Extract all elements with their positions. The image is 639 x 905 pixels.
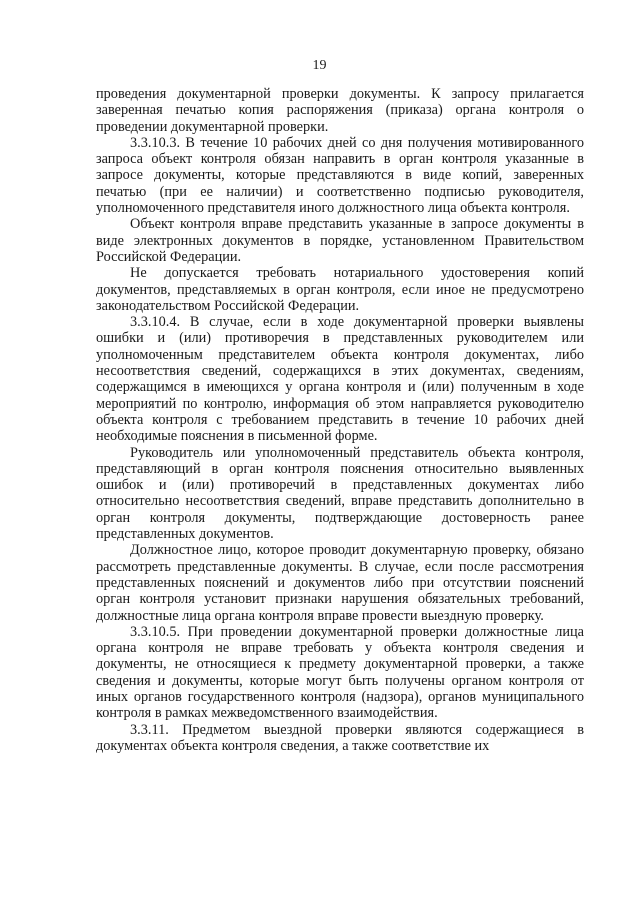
paragraph-notarial-certification: Не допускается требовать нотариального удостоверения копий документов, представляемых в орган контроля, если иное не предусмотрено законодательством Российской Федерации.: [96, 265, 584, 314]
paragraph-3-3-10-5: 3.3.10.5. При проведении документарной проверки должностные лица органа контроля не вправе требовать у объекта контроля сведения и документы, не относящиеся к предмету документарной проверки, а также сведения и документы, которые могут быть получены органом контроля от иных органов государственного контроля (надзора), органов муниципального контроля в рамках межведомственного взаимодействия.: [96, 623, 584, 722]
paragraph-3-3-10-3: 3.3.10.3. В течение 10 рабочих дней со дня получения мотивированного запроса объект контроля обязан направить в орган контроля указанные в запросе документы, которые представляются в виде копий, заверенных печатью (при ее наличии) и соответственно подписью руководителя, уполномоченного представителя иного должностного лица объекта контроля.: [96, 134, 584, 217]
paragraph-3-3-10-4: 3.3.10.4. В случае, если в ходе документарной проверки выявлены ошибки и (или) противоречия в представленных руководителем или уполномоченным представителем объекта контроля документах, либо несоответствия сведений, содержащихся в этих документах, сведениям, содержащимся в имеющихся у органа контроля и (или) полученным в ходе мероприятий по контролю, информация об этом направляется руководителю объекта контроля с требованием представить в течение 10 рабочих дней необходимые пояснения в письменной форме.: [96, 314, 584, 445]
document-body: [96, 86, 584, 754]
paragraph-official-review: Должностное лицо, которое проводит документарную проверку, обязано рассмотреть представленные документы. В случае, если после рассмотрения представленных пояснений и документов либо при отсутствии пояснений орган контроля установит признаки нарушения обязательных требований, должностные лица органа контроля вправе провести выездную проверку.: [96, 542, 584, 624]
paragraph-continuation: проведения документарной проверки документы. К запросу прилагается заверенная печатью копия распоряжения (приказа) органа контроля о проведении документарной проверки.: [96, 86, 584, 135]
page-number: 19: [312, 58, 327, 73]
paragraph-electronic-documents: Объект контроля вправе представить указанные в запросе документы в виде электронных документов в порядке, установленном Правительством Российской Федерации.: [96, 216, 584, 265]
paragraph-representative-explanations: Руководитель или уполномоченный представитель объекта контроля, представляющий в орган контроля пояснения относительно выявленных ошибок и (или) противоречий в представленных документах либо относительно несоответствия сведений, вправе представить дополнительно в орган контроля документы, подтверждающие достоверность ранее представленных документов.: [96, 444, 584, 543]
paragraph-3-3-11: 3.3.11. Предметом выездной проверки являются содержащиеся в документах объекта контроля сведения, а также соответствие их: [96, 721, 584, 754]
